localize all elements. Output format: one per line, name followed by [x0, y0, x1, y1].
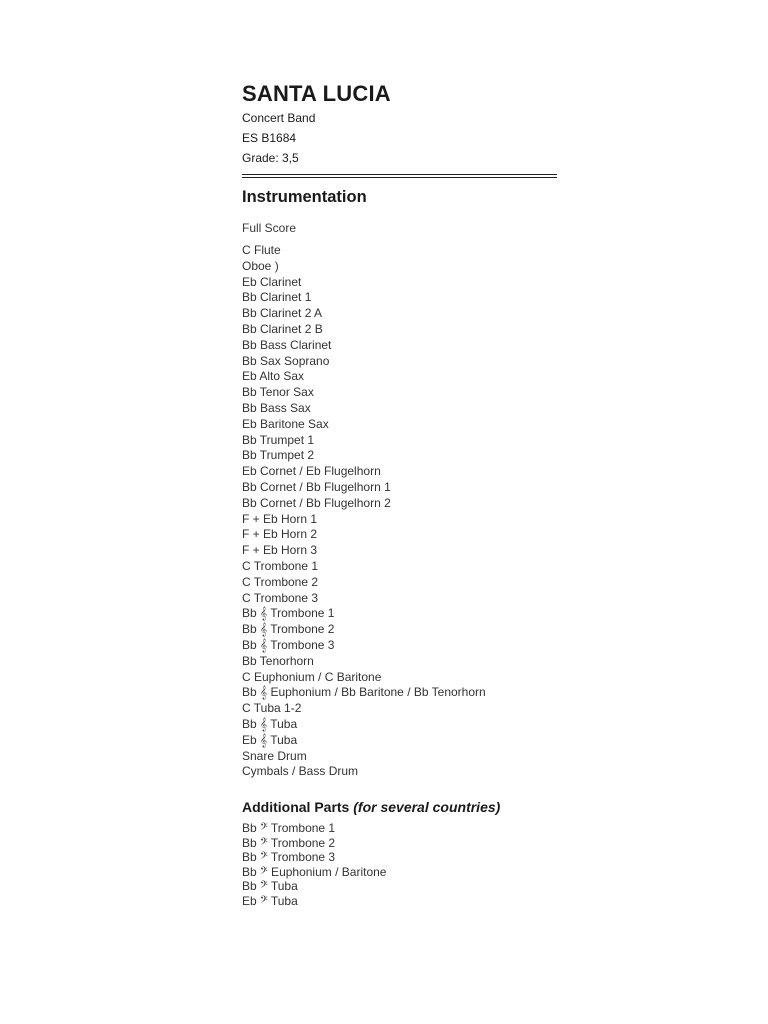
list-item: Bb Tenorhorn	[242, 653, 314, 668]
double-rule-divider	[242, 174, 557, 178]
list-item: Bb 𝄢 Trombone 2	[242, 835, 336, 850]
list-item: C Trombone 1	[242, 558, 319, 573]
list-item: Bb Cornet / Bb Flugelhorn 1	[242, 479, 391, 494]
list-item: Bb Bass Sax	[242, 400, 311, 415]
list-item: Bb 𝄢 Euphonium / Baritone	[242, 864, 387, 879]
list-item: C Trombone 3	[242, 590, 319, 605]
list-item: F + Eb Horn 3	[242, 543, 318, 558]
page-title: SANTA LUCIA	[242, 81, 391, 106]
list-item: Bb 𝄢 Trombone 1	[242, 821, 336, 836]
list-item: Bb Tenor Sax	[242, 385, 314, 400]
list-item: Bb 𝄞 Trombone 3	[242, 637, 335, 652]
grade-label: Grade: 3,5	[242, 151, 299, 165]
list-item: Bb Trumpet 1	[242, 432, 315, 447]
additional-parts-list	[242, 821, 642, 909]
list-item: C Tuba 1-2	[242, 701, 302, 716]
instrumentation-list	[242, 243, 642, 780]
list-item: Cymbals / Bass Drum	[242, 764, 359, 779]
document-page	[242, 80, 642, 909]
full-score-label: Full Score	[242, 221, 297, 235]
additional-parts-title: Additional Parts	[242, 799, 350, 816]
additional-parts-note: (for several countries)	[353, 799, 501, 816]
list-item: Bb Cornet / Bb Flugelhorn 2	[242, 495, 391, 510]
list-item: C Euphonium / C Baritone	[242, 669, 382, 684]
list-item: Bb Sax Soprano	[242, 353, 330, 368]
list-item: Bb Clarinet 1	[242, 290, 312, 305]
list-item: Eb Alto Sax	[242, 369, 305, 384]
list-item: Oboe )	[242, 258, 279, 273]
list-item: Bb Clarinet 2 A	[242, 306, 323, 321]
list-item: Eb 𝄞 Tuba	[242, 732, 298, 747]
list-item: Bb 𝄞 Euphonium / Bb Baritone / Bb Tenorhorn	[242, 685, 486, 700]
list-item: Bb 𝄢 Trombone 3	[242, 850, 336, 865]
list-item: Bb Trumpet 2	[242, 448, 315, 463]
list-item: Bb 𝄞 Trombone 1	[242, 606, 335, 621]
list-item: Eb 𝄢 Tuba	[242, 894, 298, 909]
ensemble-label: Concert Band	[242, 111, 316, 125]
list-item: C Trombone 2	[242, 574, 319, 589]
list-item: Eb Cornet / Eb Flugelhorn	[242, 464, 381, 479]
list-item: Bb 𝄞 Tuba	[242, 716, 298, 731]
catalog-number: ES B1684	[242, 131, 297, 145]
list-item: Bb Clarinet 2 B	[242, 321, 323, 336]
list-item: Bb 𝄢 Tuba	[242, 879, 298, 894]
list-item: Bb 𝄞 Trombone 2	[242, 622, 335, 637]
list-item: Eb Clarinet	[242, 274, 302, 289]
instrumentation-heading: Instrumentation	[242, 188, 367, 206]
list-item: F + Eb Horn 1	[242, 511, 318, 526]
list-item: Bb Bass Clarinet	[242, 337, 332, 352]
list-item: Eb Baritone Sax	[242, 416, 329, 431]
list-item: Snare Drum	[242, 748, 307, 763]
list-item: F + Eb Horn 2	[242, 527, 318, 542]
additional-parts-heading	[242, 797, 642, 817]
list-item: C Flute	[242, 243, 281, 257]
